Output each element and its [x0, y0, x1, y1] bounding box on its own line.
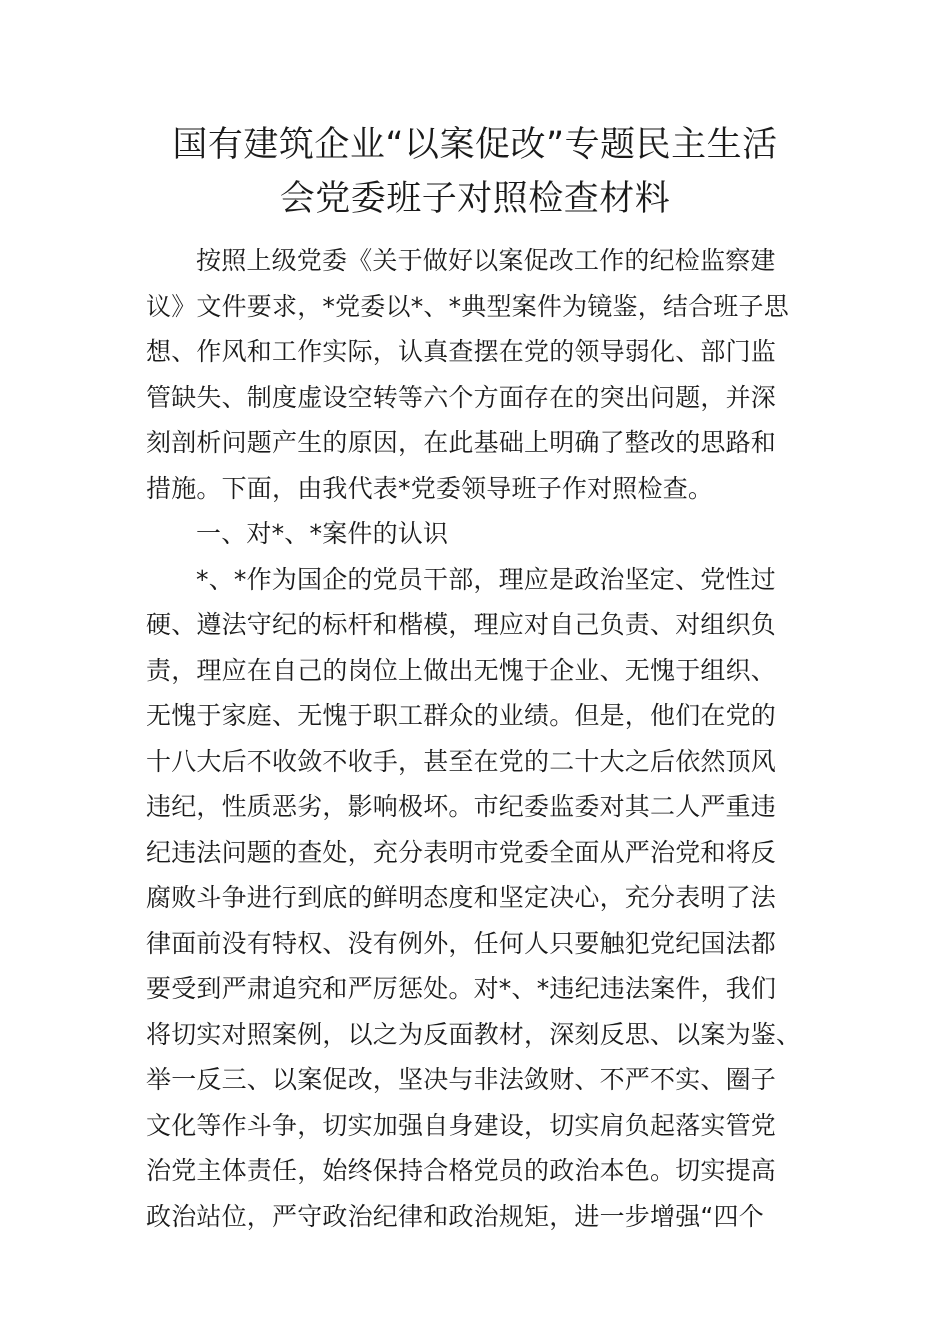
section-heading: 一、对*、*案件的认识	[196, 519, 449, 548]
paragraph-line: 将切实对照案例，以之为反面教材，深刻反思、以案为鉴、	[146, 1019, 802, 1049]
document-title	[100, 118, 850, 226]
paragraph-line: 措施。下面，由我代表*党委领导班子作对照检查。	[146, 473, 714, 503]
paragraph-line: 硬、遵法守纪的标杆和楷模，理应对自己负责、对组织负	[146, 610, 777, 639]
paragraph-line: 议》文件要求，*党委以*、*典型案件为镜鉴，结合班子思	[146, 291, 789, 321]
title-line-1: 国有建筑企业“以案促改”专题民主生活	[172, 125, 778, 165]
paragraph-line: 纪违法问题的查处，充分表明市党委全面从严治党和将反	[146, 837, 777, 867]
title-line-2: 会党委班子对照检查材料	[279, 179, 671, 219]
paragraph-line: 要受到严肃追究和严厉惩处。对*、*违纪违法案件，我们	[146, 974, 777, 1003]
paragraph-line: 管缺失、制度虚设空转等六个方面存在的突出问题，并深	[146, 382, 777, 412]
paragraph-line: 治党主体责任，始终保持合格党员的政治本色。切实提高	[146, 1156, 777, 1185]
paragraph-line: 刻剖析问题产生的原因，在此基础上明确了整改的思路和	[146, 428, 777, 457]
paragraph-line: 按照上级党委《关于做好以案促改工作的纪检监察建	[196, 246, 776, 275]
paragraph-line: *、*作为国企的党员干部，理应是政治坚定、党性过	[196, 564, 776, 594]
paragraph-line: 文化等作斗争，切实加强自身建设，切实肩负起落实管党	[146, 1110, 777, 1140]
paragraph-line: 无愧于家庭、无愧于职工群众的业绩。但是，他们在党的	[146, 701, 777, 730]
paragraph-line: 政治站位，严守政治纪律和政治规矩，进一步增强“四个	[146, 1201, 764, 1231]
paragraph-line: 腐败斗争进行到底的鲜明态度和坚定决心，充分表明了法	[146, 883, 777, 912]
paragraph-line: 违纪，性质恶劣，影响极坏。市纪委监委对其二人严重违	[146, 792, 777, 821]
paragraph-line: 律面前没有特权、没有例外，任何人只要触犯党纪国法都	[146, 928, 777, 958]
document-body	[146, 238, 806, 1239]
paragraph-line: 想、作风和工作实际，认真查摆在党的领导弱化、部门监	[146, 337, 777, 366]
paragraph-line: 责，理应在自己的岗位上做出无愧于企业、无愧于组织、	[146, 655, 777, 685]
paragraph-line: 举一反三、以案促改，坚决与非法敛财、不严不实、圈子	[146, 1065, 777, 1094]
paragraph-line: 十八大后不收敛不收手，甚至在党的二十大之后依然顶风	[146, 746, 777, 776]
